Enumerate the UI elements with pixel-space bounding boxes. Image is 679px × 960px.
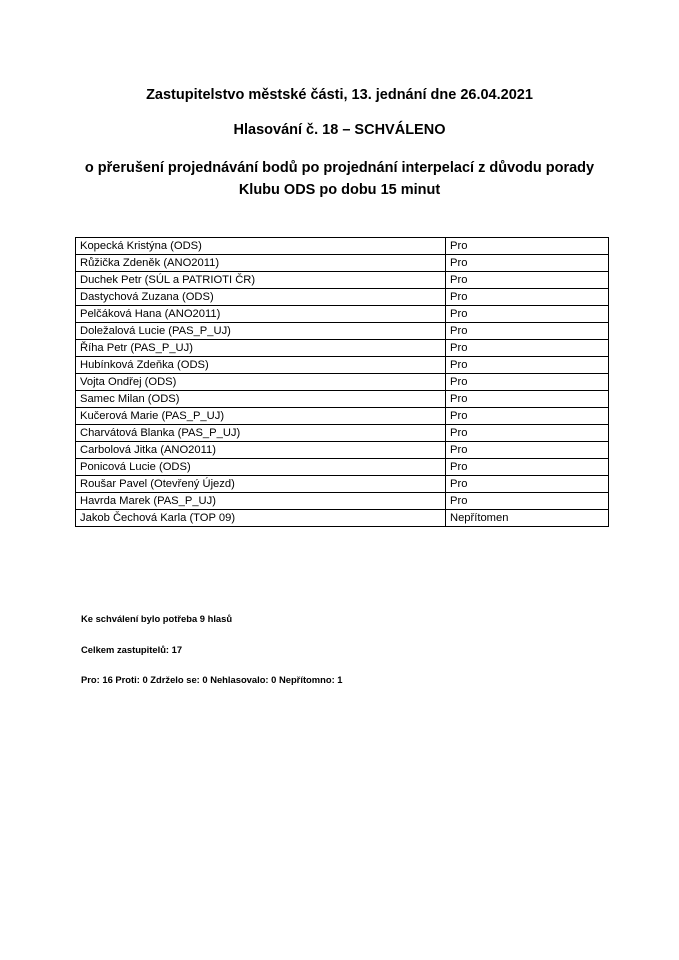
member-vote: Pro bbox=[446, 391, 609, 408]
table-row bbox=[76, 391, 609, 408]
member-name: Vojta Ondřej (ODS) bbox=[76, 374, 446, 391]
member-name: Růžička Zdeněk (ANO2011) bbox=[76, 255, 446, 272]
member-vote: Pro bbox=[446, 272, 609, 289]
member-vote: Pro bbox=[446, 340, 609, 357]
vote-result-text: Pro: 16 Proti: 0 Zdrželo se: 0 Nehlasovalo: 0 Nepřítomno: 1 bbox=[81, 674, 343, 685]
member-name: Jakob Čechová Karla (TOP 09) bbox=[76, 510, 446, 527]
member-vote: Pro bbox=[446, 408, 609, 425]
member-name: Říha Petr (PAS_P_UJ) bbox=[76, 340, 446, 357]
member-name: Havrda Marek (PAS_P_UJ) bbox=[76, 493, 446, 510]
member-name: Roušar Pavel (Otevřený Újezd) bbox=[76, 476, 446, 493]
member-vote: Pro bbox=[446, 289, 609, 306]
table-row bbox=[76, 238, 609, 255]
member-name: Samec Milan (ODS) bbox=[76, 391, 446, 408]
table-row bbox=[76, 493, 609, 510]
member-name: Carbolová Jitka (ANO2011) bbox=[76, 442, 446, 459]
table-row bbox=[76, 306, 609, 323]
member-vote: Pro bbox=[446, 442, 609, 459]
member-vote: Nepřítomen bbox=[446, 510, 609, 527]
member-vote: Pro bbox=[446, 357, 609, 374]
member-vote: Pro bbox=[446, 476, 609, 493]
table-row bbox=[76, 459, 609, 476]
member-vote: Pro bbox=[446, 306, 609, 323]
member-name: Kučerová Marie (PAS_P_UJ) bbox=[76, 408, 446, 425]
table-row bbox=[76, 408, 609, 425]
vote-subject: o přerušení projednávání bodů po projednání interpelací z důvodu porady Klubu ODS po dobu 15 minut bbox=[84, 160, 595, 198]
votes-table bbox=[75, 237, 609, 527]
member-name: Charvátová Blanka (PAS_P_UJ) bbox=[76, 425, 446, 442]
table-row bbox=[76, 425, 609, 442]
member-vote: Pro bbox=[446, 374, 609, 391]
votes-table-body bbox=[76, 238, 609, 527]
member-name: Doležalová Lucie (PAS_P_UJ) bbox=[76, 323, 446, 340]
table-row bbox=[76, 357, 609, 374]
table-row bbox=[76, 476, 609, 493]
member-name: Kopecká Kristýna (ODS) bbox=[76, 238, 446, 255]
member-name: Hubínková Zdeňka (ODS) bbox=[76, 357, 446, 374]
member-name: Ponicová Lucie (ODS) bbox=[76, 459, 446, 476]
table-row bbox=[76, 323, 609, 340]
table-row bbox=[76, 340, 609, 357]
total-members-text: Celkem zastupitelů: 17 bbox=[81, 644, 183, 655]
member-vote: Pro bbox=[446, 323, 609, 340]
member-vote: Pro bbox=[446, 493, 609, 510]
table-row bbox=[76, 289, 609, 306]
member-vote: Pro bbox=[446, 459, 609, 476]
table-row bbox=[76, 442, 609, 459]
table-row bbox=[76, 255, 609, 272]
table-row bbox=[76, 510, 609, 527]
table-row bbox=[76, 272, 609, 289]
member-name: Pelčáková Hana (ANO2011) bbox=[76, 306, 446, 323]
votes-needed-text: Ke schválení bylo potřeba 9 hlasů bbox=[81, 613, 233, 624]
member-name: Duchek Petr (SÚL a PATRIOTI ČR) bbox=[76, 272, 446, 289]
member-vote: Pro bbox=[446, 255, 609, 272]
vote-heading: Hlasování č. 18 – SCHVÁLENO bbox=[233, 122, 446, 138]
member-name: Dastychová Zuzana (ODS) bbox=[76, 289, 446, 306]
table-row bbox=[76, 374, 609, 391]
document-title: Zastupitelstvo městské části, 13. jednání dne 26.04.2021 bbox=[146, 87, 533, 103]
member-vote: Pro bbox=[446, 238, 609, 255]
member-vote: Pro bbox=[446, 425, 609, 442]
